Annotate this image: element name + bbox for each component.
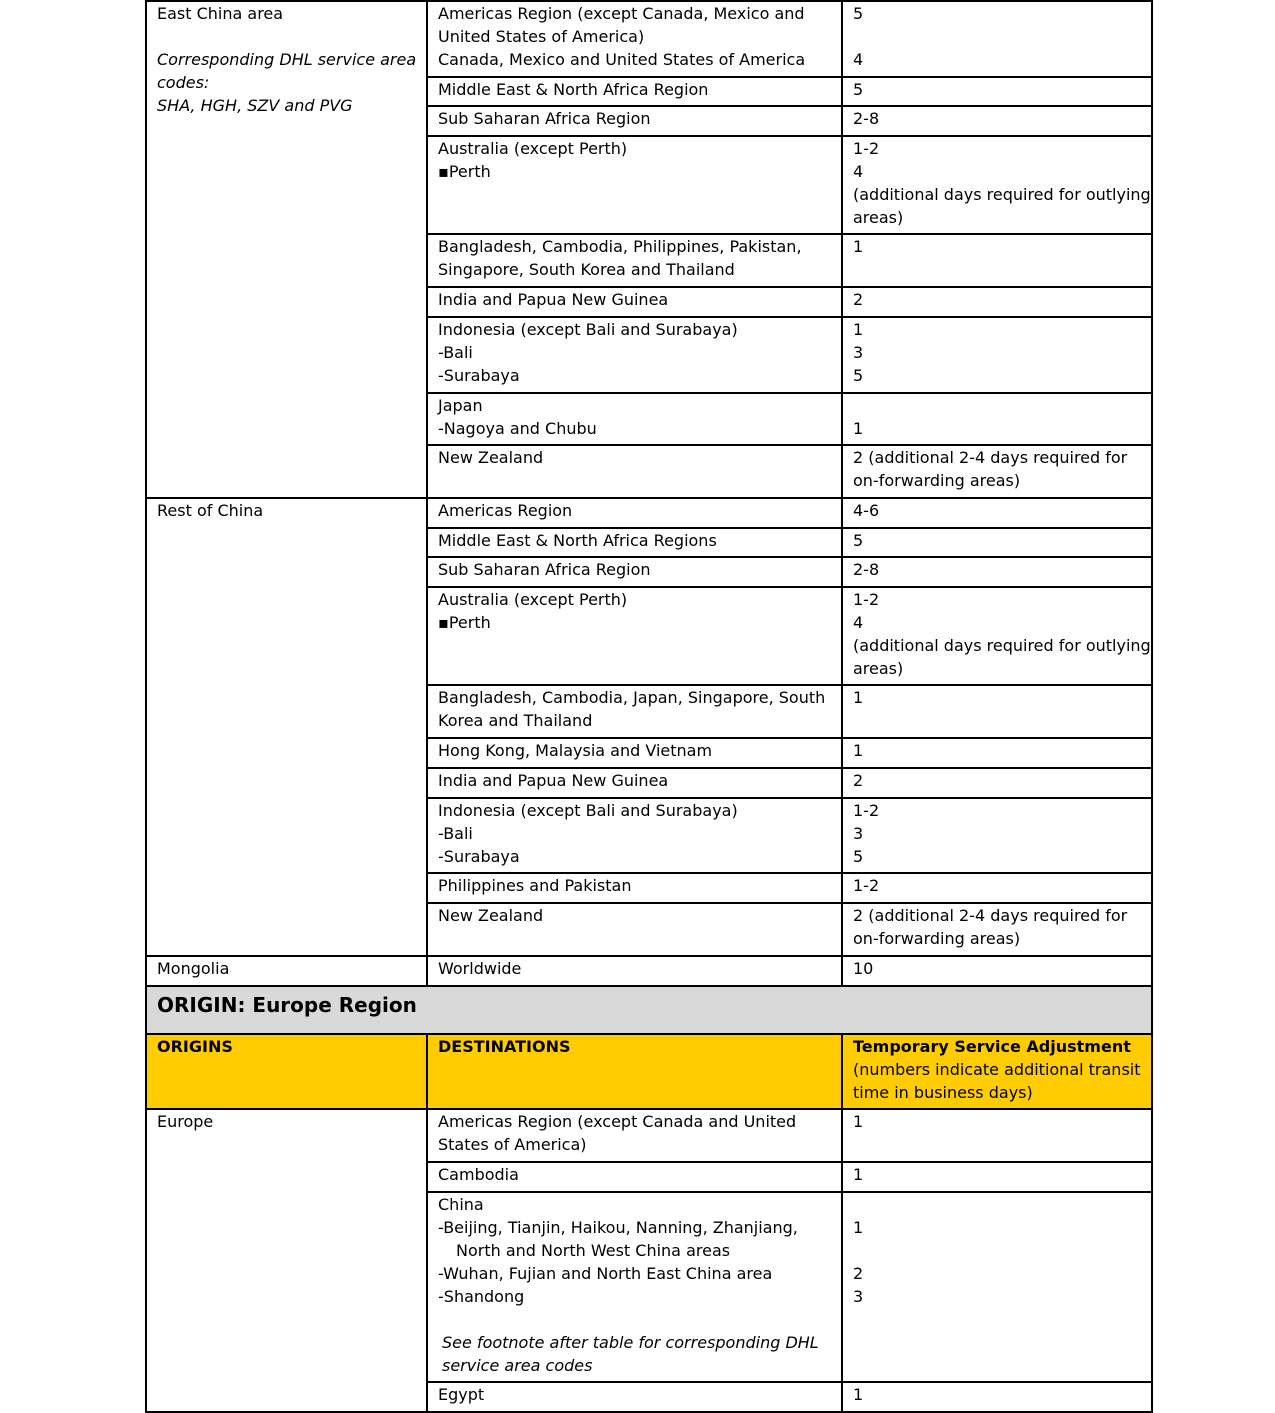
origin-cell-mongolia bbox=[146, 956, 427, 986]
destination-text: Nagoya and Chubu bbox=[443, 419, 597, 438]
table-row bbox=[146, 1, 1152, 77]
adjustment-cell bbox=[842, 903, 1152, 956]
origin-label: Rest of China bbox=[157, 501, 264, 520]
header-destinations: DESTINATIONS bbox=[427, 1034, 842, 1109]
footnote-text: service area codes bbox=[442, 1356, 593, 1375]
adjustment-value: 10 bbox=[853, 959, 874, 978]
destination-cell bbox=[427, 77, 842, 106]
transit-table bbox=[145, 0, 1153, 1413]
destination-cell bbox=[427, 1, 842, 77]
destination-text: New Zealand bbox=[438, 906, 544, 925]
destination-cell bbox=[427, 445, 842, 498]
destination-text: Sub Saharan Africa Region bbox=[438, 560, 651, 579]
destination-cell bbox=[427, 587, 842, 685]
adjustment-cell bbox=[842, 557, 1152, 587]
origin-codes: SHA, HGH, SZV and PVG bbox=[157, 96, 353, 115]
adjustment-cell bbox=[842, 873, 1152, 903]
adjustment-note: areas) bbox=[853, 659, 904, 678]
destination-text: China bbox=[438, 1195, 484, 1214]
adjustment-cell bbox=[842, 528, 1152, 557]
adjustment-note: on-forwarding areas) bbox=[853, 929, 1021, 948]
destination-cell: China -Beijing, Tianjin, Haikou, Nanning, Zhanjiang, North and North West China areas -Wuhan, Fujian and North East China area -Shandong See footnote after table for corresponding DHL service area codes bbox=[427, 1192, 842, 1382]
destination-text: Egypt bbox=[438, 1385, 485, 1404]
destination-cell bbox=[427, 903, 842, 956]
adjustment-cell bbox=[842, 77, 1152, 106]
destination-text: Americas Region bbox=[438, 501, 573, 520]
destination-cell bbox=[427, 287, 842, 317]
adjustment-cell bbox=[842, 136, 1152, 234]
destination-text: Middle East & North Africa Region bbox=[438, 80, 709, 99]
adjustment-value: 4 bbox=[853, 613, 864, 632]
adjustment-value: 1 bbox=[853, 320, 864, 339]
destination-cell: Japan -Nagoya and Chubu bbox=[427, 393, 842, 445]
destination-text: Australia (except Perth) bbox=[438, 139, 628, 158]
destination-text: Shandong bbox=[443, 1287, 525, 1306]
destination-text: Surabaya bbox=[443, 366, 520, 385]
destination-text: Americas Region (except Canada, Mexico and bbox=[438, 4, 805, 23]
origin-cell-east-china bbox=[146, 1, 427, 498]
footnote-text: See footnote after table for corresponding DHL bbox=[442, 1333, 819, 1352]
origin-cell-rest-of-china bbox=[146, 498, 427, 956]
adjustment-value: 2-8 bbox=[853, 109, 880, 128]
adjustment-note: (additional days required for outlying bbox=[853, 636, 1151, 655]
adjustment-value: 5 bbox=[853, 80, 864, 99]
destination-cell: Indonesia (except Bali and Surabaya) -Bali -Surabaya bbox=[427, 798, 842, 873]
header-adjustment: Temporary Service Adjustment (numbers indicate additional transit time in business days) bbox=[842, 1034, 1152, 1109]
section-title: ORIGIN: Europe Region bbox=[146, 986, 1152, 1034]
destination-cell bbox=[427, 873, 842, 903]
adjustment-value: 2 bbox=[853, 771, 864, 790]
destination-text: States of America) bbox=[438, 1135, 587, 1154]
adjustment-cell bbox=[842, 1192, 1152, 1382]
adjustment-value: 2 (additional 2-4 days required for bbox=[853, 448, 1128, 467]
table-row bbox=[146, 498, 1152, 528]
table-row bbox=[146, 1109, 1152, 1162]
destination-text: Hong Kong, Malaysia and Vietnam bbox=[438, 741, 713, 760]
adjustment-cell bbox=[842, 685, 1152, 738]
adjustment-value: 1-2 bbox=[853, 801, 880, 820]
destination-text: Canada, Mexico and United States of America bbox=[438, 50, 806, 69]
destination-text: Cambodia bbox=[438, 1165, 519, 1184]
destination-text: Middle East & North Africa Regions bbox=[438, 531, 717, 550]
header-origins: ORIGINS bbox=[146, 1034, 427, 1109]
adjustment-value: 1 bbox=[853, 1218, 864, 1237]
destination-cell: Indonesia (except Bali and Surabaya) -Bali -Surabaya bbox=[427, 317, 842, 393]
adjustment-cell bbox=[842, 498, 1152, 528]
destination-cell bbox=[427, 106, 842, 136]
destination-text: Sub Saharan Africa Region bbox=[438, 109, 651, 128]
adjustment-value: 1 bbox=[853, 1385, 864, 1404]
adjustment-value: 5 bbox=[853, 531, 864, 550]
adjustment-value: 1-2 bbox=[853, 590, 880, 609]
origin-note: codes: bbox=[157, 73, 210, 92]
destination-cell bbox=[427, 234, 842, 287]
destination-text: Japan bbox=[438, 396, 483, 415]
adjustment-value: 5 bbox=[853, 4, 864, 23]
adjustment-value: 1-2 bbox=[853, 139, 880, 158]
destination-text: United States of America) bbox=[438, 27, 645, 46]
destination-text: Americas Region (except Canada and United bbox=[438, 1112, 797, 1131]
adjustment-cell bbox=[842, 287, 1152, 317]
destination-cell bbox=[427, 956, 842, 986]
destination-cell bbox=[427, 528, 842, 557]
destination-text: Bali bbox=[443, 343, 473, 362]
origin-note: Corresponding DHL service area bbox=[157, 50, 417, 69]
destination-text: Wuhan, Fujian and North East China area bbox=[443, 1264, 773, 1283]
destination-text: Bangladesh, Cambodia, Philippines, Pakistan, bbox=[438, 237, 802, 256]
destination-cell bbox=[427, 557, 842, 587]
origin-label: East China area bbox=[157, 4, 284, 23]
adjustment-value: 3 bbox=[853, 343, 864, 362]
adjustment-value: 3 bbox=[853, 1287, 864, 1306]
table-row bbox=[146, 956, 1152, 986]
destination-text: Singapore, South Korea and Thailand bbox=[438, 260, 735, 279]
adjustment-value: 4-6 bbox=[853, 501, 880, 520]
destination-text: Perth bbox=[448, 162, 491, 181]
origin-cell-europe bbox=[146, 1109, 427, 1412]
adjustment-value: 1-2 bbox=[853, 876, 880, 895]
adjustment-cell bbox=[842, 234, 1152, 287]
adjustment-value: 1 bbox=[853, 1165, 864, 1184]
adjustment-value: 5 bbox=[853, 847, 864, 866]
adjustment-cell bbox=[842, 445, 1152, 498]
adjustment-cell bbox=[842, 393, 1152, 445]
square-bullet-icon: ▪ bbox=[438, 613, 449, 632]
adjustment-value: 1 bbox=[853, 1112, 864, 1131]
adjustment-value: 4 bbox=[853, 50, 864, 69]
destination-text: India and Papua New Guinea bbox=[438, 771, 669, 790]
origin-label: Mongolia bbox=[157, 959, 230, 978]
destination-text: New Zealand bbox=[438, 448, 544, 467]
adjustment-cell bbox=[842, 798, 1152, 873]
destination-text: Philippines and Pakistan bbox=[438, 876, 632, 895]
destination-text: Worldwide bbox=[438, 959, 522, 978]
destination-text: Perth bbox=[448, 613, 491, 632]
origin-label: Europe bbox=[157, 1112, 214, 1131]
destination-cell bbox=[427, 768, 842, 798]
destination-cell bbox=[427, 1382, 842, 1412]
adjustment-cell bbox=[842, 738, 1152, 768]
destination-cell bbox=[427, 1162, 842, 1192]
adjustment-value: 2 (additional 2-4 days required for bbox=[853, 906, 1128, 925]
adjustment-value: 3 bbox=[853, 824, 864, 843]
adjustment-cell bbox=[842, 317, 1152, 393]
adjustment-value: 2-8 bbox=[853, 560, 880, 579]
adjustment-cell bbox=[842, 1, 1152, 77]
adjustment-value: 2 bbox=[853, 290, 864, 309]
adjustment-value: 1 bbox=[853, 419, 864, 438]
adjustment-cell bbox=[842, 1109, 1152, 1162]
destination-text: Beijing, Tianjin, Haikou, Nanning, Zhanjiang, bbox=[443, 1218, 798, 1237]
destination-cell bbox=[427, 136, 842, 234]
adjustment-value: 5 bbox=[853, 366, 864, 385]
adjustment-cell bbox=[842, 768, 1152, 798]
destination-text: India and Papua New Guinea bbox=[438, 290, 669, 309]
destination-cell bbox=[427, 685, 842, 738]
destination-text: Australia (except Perth) bbox=[438, 590, 628, 609]
column-header-row bbox=[146, 1034, 1152, 1109]
adjustment-cell bbox=[842, 587, 1152, 685]
adjustment-cell bbox=[842, 1162, 1152, 1192]
adjustment-note: on-forwarding areas) bbox=[853, 471, 1021, 490]
adjustment-cell bbox=[842, 956, 1152, 986]
destination-text: Korea and Thailand bbox=[438, 711, 593, 730]
destination-text: Bangladesh, Cambodia, Japan, Singapore, South bbox=[438, 688, 826, 707]
destination-cell bbox=[427, 738, 842, 768]
destination-text: Indonesia (except Bali and Surabaya) bbox=[438, 320, 738, 339]
destination-cell bbox=[427, 498, 842, 528]
destination-text: Bali bbox=[443, 824, 473, 843]
adjustment-note: areas) bbox=[853, 208, 904, 227]
adjustment-value: 2 bbox=[853, 1264, 864, 1283]
adjustment-value: 1 bbox=[853, 741, 864, 760]
adjustment-value: 4 bbox=[853, 162, 864, 181]
destination-text: Surabaya bbox=[443, 847, 520, 866]
adjustment-note: (additional days required for outlying bbox=[853, 185, 1151, 204]
adjustment-value: 1 bbox=[853, 237, 864, 256]
adjustment-cell bbox=[842, 1382, 1152, 1412]
adjustment-value: 1 bbox=[853, 688, 864, 707]
destination-text: North and North West China areas bbox=[456, 1241, 731, 1260]
adjustment-cell bbox=[842, 106, 1152, 136]
destination-text: Indonesia (except Bali and Surabaya) bbox=[438, 801, 738, 820]
section-header-row bbox=[146, 986, 1152, 1034]
square-bullet-icon: ▪ bbox=[438, 162, 449, 181]
destination-cell bbox=[427, 1109, 842, 1162]
